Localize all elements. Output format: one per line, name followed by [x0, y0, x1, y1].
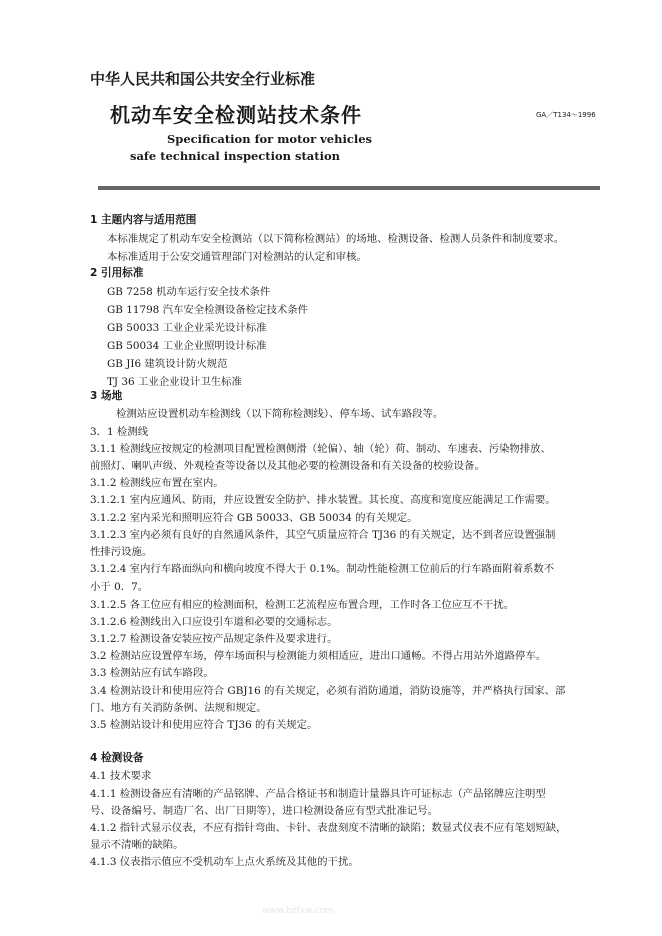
- paragraph-line: 4.1.3 仪表指示值应不受机动车上点火系统及其他的干扰。: [90, 856, 359, 868]
- reference-item: GB JI6 建筑设计防火规范: [107, 358, 228, 370]
- paragraph-line: 3.1.2.5 各工位应有相应的检测面积，检测工艺流程应布置合理，工作时各工位应互不干扰。: [90, 599, 515, 611]
- paragraph-line: 前照灯、喇叭声级、外观检查等设备以及其他必要的检测设备和有关设备的校验设备。: [90, 460, 485, 472]
- paragraph-line: 号、设备编号、制造厂名、出厂日期等），进口检测设备应有型式批准记号。: [90, 805, 439, 817]
- paragraph-line: 显示不清晰的缺陷。: [90, 839, 184, 851]
- section-heading-1: 1 主题内容与适用范围: [90, 214, 197, 226]
- paragraph-line: 3.2 检测站应设置停车场，停车场面积与检测能力须相适应，进出口通畅。不得占用站外道路停车。: [90, 650, 547, 662]
- paragraph-line: 4.1.2 指针式显示仪表，不应有指针弯曲、卡针、表盘刻度不清晰的缺陷；数显式仪表不应有笔划短缺，: [90, 822, 567, 834]
- section-heading-4: 4 检测设备: [90, 752, 144, 764]
- paragraph-line: 门、地方有关消防条例、法规和规定。: [90, 702, 267, 714]
- reference-item: GB 50034 工业企业照明设计标准: [107, 340, 267, 352]
- paragraph-line: 4.1.1 检测设备应有清晰的产品铭牌、产品合格证书和制造计量器具许可证标志（产品铭牌应注明型: [90, 788, 546, 800]
- paragraph-line: 3.1.2.1 室内应通风、防雨，并应设置安全防护、排水装置。其长度、高度和宽度应能满足工作需要。: [90, 494, 556, 506]
- paragraph-line: 3.5 检测站设计和使用应符合 TJ36 的有关规定。: [90, 719, 318, 731]
- paragraph-line: 3.1.2.3 室内必须有良好的自然通风条件，其空气质量应符合 TJ36 的有关规定，达不到者应设置强制: [90, 529, 556, 541]
- paragraph-line: 本标准规定了机动车安全检测站（以下简称检测站）的场地、检测设备、检测人员条件和制度要求。: [107, 233, 565, 245]
- reference-item: TJ 36 工业企业设计卫生标准: [107, 376, 242, 388]
- paragraph-line: 3.1.1 检测线应按规定的检测项目配置检测侧滑（轮偏）、轴（轮）荷、制动、车速表、污染物排放、: [90, 443, 551, 455]
- header-divider: [98, 186, 600, 190]
- paragraph-line: 小于 0．7。: [90, 581, 149, 593]
- english-title-line-1: Specification for motor vehicles: [167, 132, 373, 146]
- subsection-heading: 4.1 技术要求: [90, 770, 152, 782]
- paragraph-line: 3.1.2.7 检测设备安装应按产品规定条件及要求进行。: [90, 633, 338, 645]
- paragraph-line: 性排污设施。: [90, 546, 153, 558]
- reference-item: GB 11798 汽车安全检测设备检定技术条件: [107, 304, 309, 316]
- paragraph-line: 3.3 检测站应有试车路段。: [90, 667, 214, 679]
- paragraph-line: 3.4 检测站设计和使用应符合 GBJ16 的有关规定，必须有消防通道，消防设施等，并严格执行国家、部: [90, 685, 566, 697]
- paragraph-line: 3.1.2.6 检测线出入口应设引车道和必要的交通标志。: [90, 616, 338, 628]
- standard-code: GA／T134～1996: [536, 111, 596, 119]
- document-title: 机动车安全检测站技术条件: [110, 103, 362, 127]
- english-title-line-2: safe technical inspection station: [130, 149, 340, 163]
- paragraph-line: 检测站应设置机动车检测线（以下简称检测线）、停车场、试车路段等。: [116, 408, 444, 420]
- footer-watermark: www.bzfxw.com: [262, 906, 334, 916]
- paragraph-line: 3.1.2.4 室内行车路面纵向和横向坡度不得大于 0.1%。制动性能检测工位前后的行车路面附着系数不: [90, 563, 555, 575]
- paragraph-line: 3.1.2 检测线应布置在室内。: [90, 477, 224, 489]
- subsection-heading: 3．1 检测线: [90, 426, 149, 438]
- paragraph-line: 本标准适用于公安交通管理部门对检测站的认定和审核。: [107, 251, 367, 263]
- reference-item: GB 50033 工业企业采光设计标准: [107, 322, 267, 334]
- section-heading-2: 2 引用标准: [90, 267, 144, 279]
- paragraph-line: 3.1.2.2 室内采光和照明应符合 GB 50033、GB 50034 的有关规定。: [90, 512, 418, 524]
- reference-item: GB 7258 机动车运行安全技术条件: [107, 286, 271, 298]
- section-heading-3: 3 场地: [90, 390, 123, 402]
- standard-organization: 中华人民共和国公共安全行业标准: [90, 70, 316, 88]
